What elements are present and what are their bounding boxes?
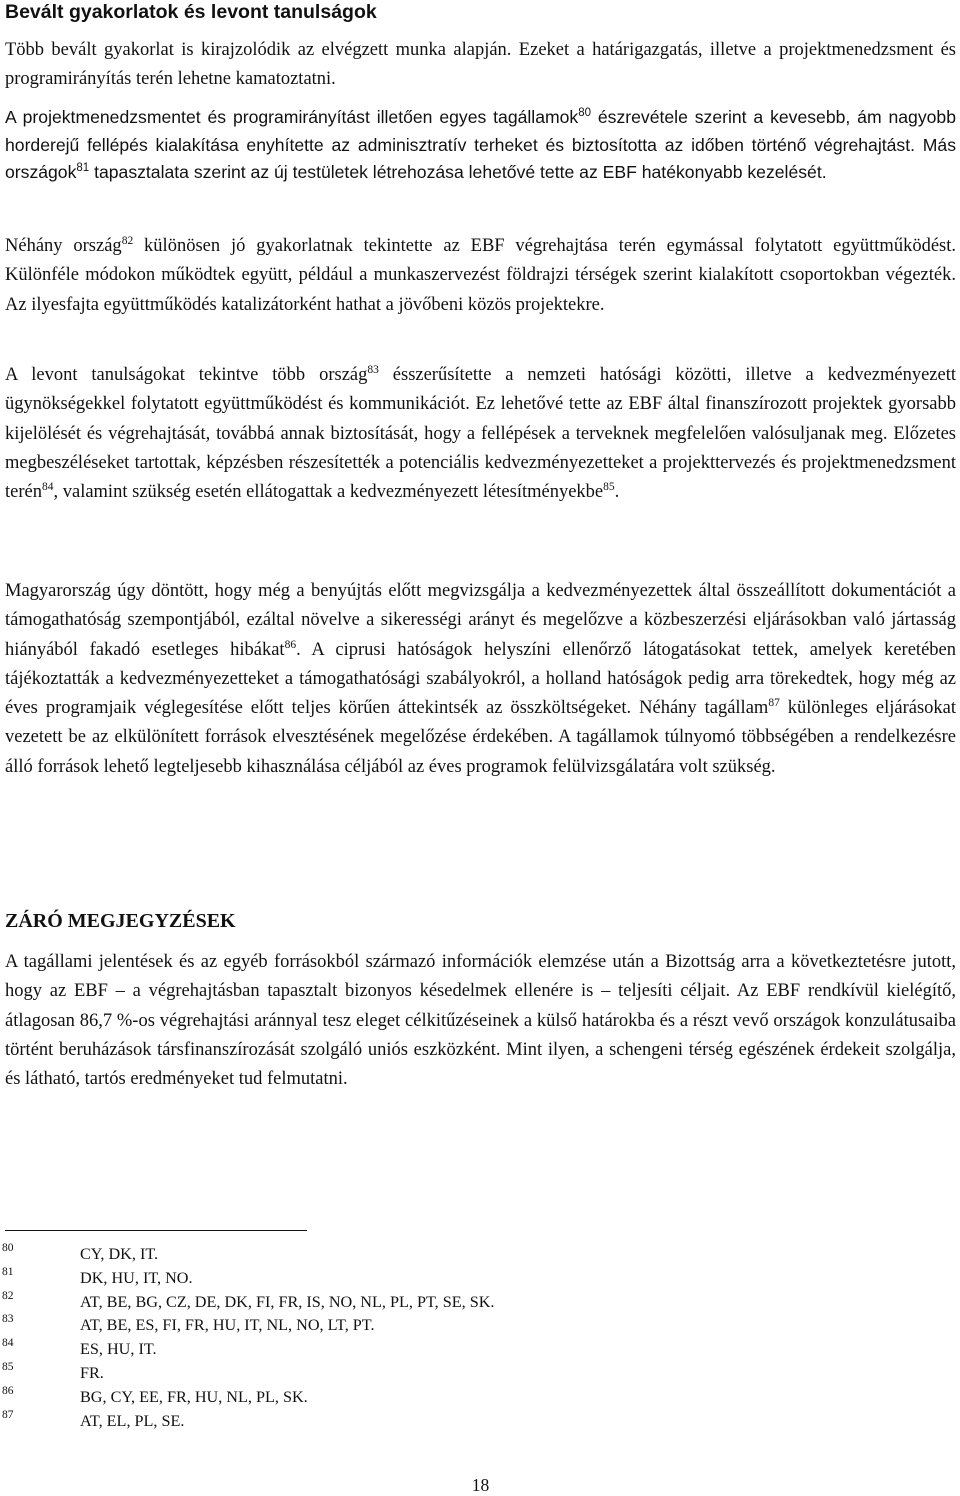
footnote-ref-83: 83: [367, 363, 379, 376]
footnote-80: [2, 1238, 705, 1263]
text-segment: , valamint szükség esetén ellátogattak a kedvezményezett létesítményekbe: [53, 482, 604, 503]
footnote-number: 85: [2, 1360, 14, 1373]
footnote-list: [2, 1238, 705, 1430]
paragraph-closing-remarks: A tagállami jelentések és az egyéb forrásokból származó információk elemzése után a Bizottság arra a következtetésre jutott, hogy az EBF – a végrehajtásban tapasztalt bizonyos késedelmek ellenére is – teljesíti céljait. Az EBF rendkívül kielégítő, átlagosan 86,7 %-os végrehajtási aránnyal tesz eleget célkitűzéseinek a külső határokba és a részt vevő országok konzulátusaiba történt beruházások társfinanszírozását szolgáló uniós eszközként. Mint ilyen, a schengeni térség egészének érdekeit szolgálja, és látható, tartós eredményeket tud felmutatni.: [5, 952, 956, 1090]
footnote-ref-87: 87: [768, 697, 780, 710]
text-segment: A levont tanulságokat tekintve több ország: [5, 365, 368, 385]
closing-remarks-title: ZÁRÓ MEGJEGYZÉSEK: [5, 910, 236, 932]
paragraph-hungary-cyprus: [5, 577, 956, 782]
text-segment: ésszerűsítette a nemzeti hatósági közötti, illetve a kedvezményezett ügynökségekkel folytatott együttműködést és kommunikációt. Ez lehetővé tette az EBF által finanszírozott projektek gyorsabb kijelölését és végrehajtását, továbbá annak biztosítását, hogy a fellépések a terveknek megfelelően valósuljanak meg. Előzetes megbeszéléseket tartottak, képzésben részesítették a potenciális kedvezményezetteket a projekttervezés és projektmenedzsment terén: [5, 365, 956, 503]
footnote-text: DK, HU, IT, NO.: [80, 1268, 193, 1287]
text-segment: .: [614, 482, 620, 503]
text-segment: Néhány ország: [5, 236, 122, 256]
text-segment: különleges eljárásokat vezetett be az elkülönített források elvesztésének megelőzése érdekében. A tagállamok túlnyomó többségében a rendelkezésre álló források lehető legteljesebb kihasználása céljából az éves programok felülvizsgálatára volt szükség.: [5, 698, 957, 777]
paragraph-lessons-learned: [5, 361, 956, 507]
footnote-84: [2, 1333, 705, 1359]
footnote-text: AT, BE, BG, CZ, DE, DK, FI, FR, IS, NO, NL, PL, PT, SE, SK.: [80, 1292, 495, 1311]
footnote-number: 82: [2, 1289, 14, 1302]
paragraph-best-practices-intro: Több bevált gyakorlat is kirajzolódik az elvégzett munka alapján. Ezeket a határigazgatás, illetve a projektmenedzsment és programirányítás terén lehetne kamatoztatni.: [5, 40, 956, 90]
text-segment: tapasztalata szerint az új testületek létrehozása lehetővé tette az EBF hatékonyabb kezelését.: [89, 162, 827, 182]
footnote-ref-85: 85: [603, 481, 615, 494]
page-number: 18: [471, 1475, 490, 1495]
paragraph-cooperation: [5, 232, 956, 320]
footnote-number: 81: [2, 1265, 14, 1278]
text-segment: különösen jó gyakorlatnak tekintette az EBF végrehajtása terén egymással folytatott együttműködést. Különféle módokon működtek együtt, például a munkaszervezést földrajzi térségek szerint kialakított csoportokban végezték. Az ilyesfajta együttműködés katalizátorként hathat a jövőbeni közös projektekre.: [5, 236, 956, 315]
footnote-text: ES, HU, IT.: [80, 1340, 157, 1359]
footnote-ref-80: 80: [578, 106, 592, 119]
footnote-ref-81: 81: [76, 161, 90, 174]
footnote-number: 86: [2, 1384, 14, 1397]
footnote-83: [2, 1309, 705, 1335]
footnote-separator: [5, 1230, 307, 1231]
text-segment: észrevétele szerint a kevesebb, ám nagyobb horderejű fellépés kialakítása enyhítette az adminisztratív terheket és biztosította az időben történő végrehajtást. Más országok: [5, 107, 956, 182]
footnote-number: 84: [2, 1337, 14, 1350]
footnote-82: [2, 1286, 705, 1311]
footnote-86: [2, 1381, 705, 1406]
footnote-81: [2, 1262, 705, 1287]
text-segment: . A ciprusi hatóságok helyszíni ellenőrző látogatásokat tettek, amelyek keretében tájékoztatták a kedvezményezetteket a támogathatósági szabályokról, a holland hatóságok pedig arra törekedtek, hogy még az éves programjaik véglegesítése előtt teljes körűen áttekintsék az összköltségeket. Néhány tagállam: [5, 639, 956, 719]
footnote-text: AT, BE, ES, FI, FR, HU, IT, NL, NO, LT, PT.: [80, 1316, 375, 1335]
footnote-number: 80: [2, 1242, 14, 1254]
paragraph-project-management: [5, 104, 956, 187]
footnote-number: 83: [2, 1313, 14, 1326]
section-heading: Bevált gyakorlatok és levont tanulságok: [5, 1, 377, 23]
text-segment: A projektmenedzsmentet és programirányítást illetően egyes tagállamok: [5, 107, 579, 127]
footnote-ref-84: 84: [41, 481, 54, 494]
footnote-text: BG, CY, EE, FR, HU, NL, PL, SK.: [80, 1387, 308, 1406]
footnote-text: AT, EL, PL, SE.: [80, 1411, 185, 1430]
footnote-number: 87: [2, 1408, 14, 1421]
footnote-text: CY, DK, IT.: [80, 1245, 159, 1263]
footnote-85: [2, 1357, 705, 1382]
document-page: [2, 0, 957, 1496]
footnote-text: FR.: [80, 1363, 104, 1382]
footnote-ref-82: 82: [121, 234, 134, 247]
footnote-ref-86: 86: [284, 638, 297, 651]
text-segment: Magyarország úgy döntött, hogy még a benyújtás előtt megvizsgálja a kedvezményezettek által összeállított dokumentációt a támogathatóság szempontjából, ezáltal növelve a sikerességi arányt és megelőzve a közbeszerzési eljárásokban való jártasság hiányából fakadó esetleges hibákat: [5, 581, 956, 660]
footnote-87: [2, 1405, 705, 1430]
